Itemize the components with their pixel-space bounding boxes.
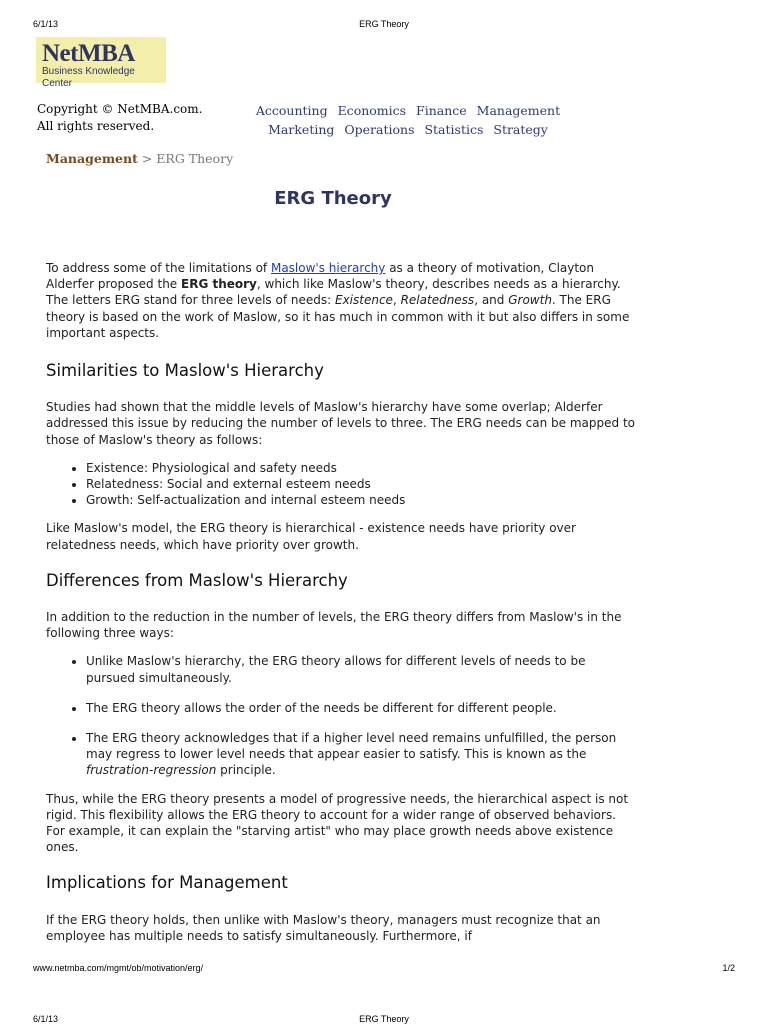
intro-paragraph (46, 260, 636, 341)
breadcrumb-separator: > (137, 151, 157, 166)
nav-link-accounting[interactable]: Accounting (255, 103, 328, 118)
print-title: ERG Theory (359, 1014, 409, 1024)
erg-mapping-list (46, 460, 636, 509)
copyright-line-1: Copyright © NetMBA.com. (37, 102, 203, 116)
article-body (46, 260, 636, 944)
list-item: • Relatedness: Social and external esteem needs (86, 476, 636, 492)
print-date: 6/1/13 (33, 19, 59, 29)
existence-term: Existence (334, 293, 393, 308)
netmba-logo[interactable] (36, 37, 166, 89)
list-item: • Unlike Maslow's hierarchy, the ERG theory allows for different levels of needs to be pursued simultaneously. (86, 653, 636, 685)
nav-link-economics[interactable]: Economics (337, 103, 407, 118)
breadcrumb-current: ERG Theory (156, 151, 234, 166)
intro-text: , and (474, 293, 509, 308)
list-item: • Growth: Self-actualization and internal esteem needs (86, 492, 636, 508)
list-item-text: principle. (216, 763, 276, 778)
intro-text: . The ERG theory is based on the work of Maslow, so it has much in common with it but also differs in some important aspects. (46, 293, 630, 340)
copyright-line-2: All rights reserved. (37, 119, 155, 133)
nav-row-1 (246, 101, 570, 120)
differences-list (46, 653, 636, 778)
print-title: ERG Theory (359, 19, 409, 29)
nav-link-operations[interactable]: Operations (344, 122, 415, 137)
nav-link-strategy[interactable]: Strategy (493, 122, 548, 137)
intro-text: as a theory of motivation, Clayton Alderfer proposed the (46, 261, 595, 292)
differences-paragraph-2: Thus, while the ERG theory presents a model of progressive needs, the hierarchical aspect is not rigid. This flexibility allows the ERG theory to account for a wider range of observed behaviors. For example, it can explain the "starving artist" who may place growth needs above existence ones. (46, 791, 629, 855)
top-navigation (246, 101, 570, 139)
print-header (33, 19, 735, 33)
differences-paragraph-1: In addition to the reduction in the number of levels, the ERG theory differs from Maslow's in the following three ways: (46, 610, 622, 641)
list-item: • Existence: Physiological and safety needs (86, 460, 636, 476)
page-url: www.netmba.com/mgmt/ob/motivation/erg/ (33, 963, 204, 973)
print-date: 6/1/13 (33, 1014, 59, 1024)
similarities-heading: Similarities to Maslow's Hierarchy (46, 361, 324, 381)
list-item-text: The ERG theory acknowledges that if a higher level need remains unfulfilled, the person may regress to lower level needs that appear easier to satisfy. This is known as the (86, 731, 617, 762)
list-item: • The ERG theory allows the order of the needs be different for different people. (86, 700, 636, 716)
list-item (86, 730, 636, 779)
next-page-print-header (33, 1014, 735, 1024)
maslow-hierarchy-link[interactable]: Maslow's hierarchy (270, 261, 386, 275)
logo-name: NetMBA (42, 40, 135, 67)
nav-link-management[interactable]: Management (476, 103, 561, 118)
similarities-paragraph-1: Studies had shown that the middle levels of Maslow's hierarchy have some overlap; Alderfer addressed this issue by reducing the number of levels to three. The ERG needs can be mapped to those of Maslow's theory as follows: (46, 400, 636, 447)
breadcrumb-management-link[interactable]: Management (46, 151, 138, 166)
intro-text: , (392, 293, 401, 308)
frustration-regression-term: frustration-regression (86, 763, 217, 778)
intro-text: , which like Maslow's theory, describes needs as a hierarchy. The letters ERG stand for three levels of needs: (46, 277, 621, 308)
intro-text: To address some of the limitations of (46, 261, 271, 275)
nav-link-finance[interactable]: Finance (416, 103, 467, 118)
copyright (37, 101, 237, 135)
implications-paragraph-1: If the ERG theory holds, then unlike with Maslow's theory, managers must recognize that an employee has multiple needs to satisfy simultaneously. Furthermore, if (46, 912, 601, 943)
breadcrumb (46, 151, 233, 166)
relatedness-term: Relatedness (400, 293, 475, 308)
nav-link-statistics[interactable]: Statistics (424, 122, 484, 137)
similarities-paragraph-2: Like Maslow's model, the ERG theory is hierarchical - existence needs have priority over relatedness needs, which have priority over growth. (46, 521, 576, 552)
nav-link-marketing[interactable]: Marketing (268, 122, 335, 137)
page-number: 1/2 (722, 963, 735, 973)
differences-heading: Differences from Maslow's Hierarchy (46, 570, 348, 590)
growth-term: Growth (508, 293, 552, 308)
implications-heading: Implications for Management (46, 873, 288, 893)
erg-theory-bold: ERG theory (181, 277, 257, 292)
nav-row-2 (246, 120, 570, 139)
logo-tagline: Business Knowledge Center (42, 66, 135, 89)
page-title: ERG Theory (274, 188, 392, 209)
